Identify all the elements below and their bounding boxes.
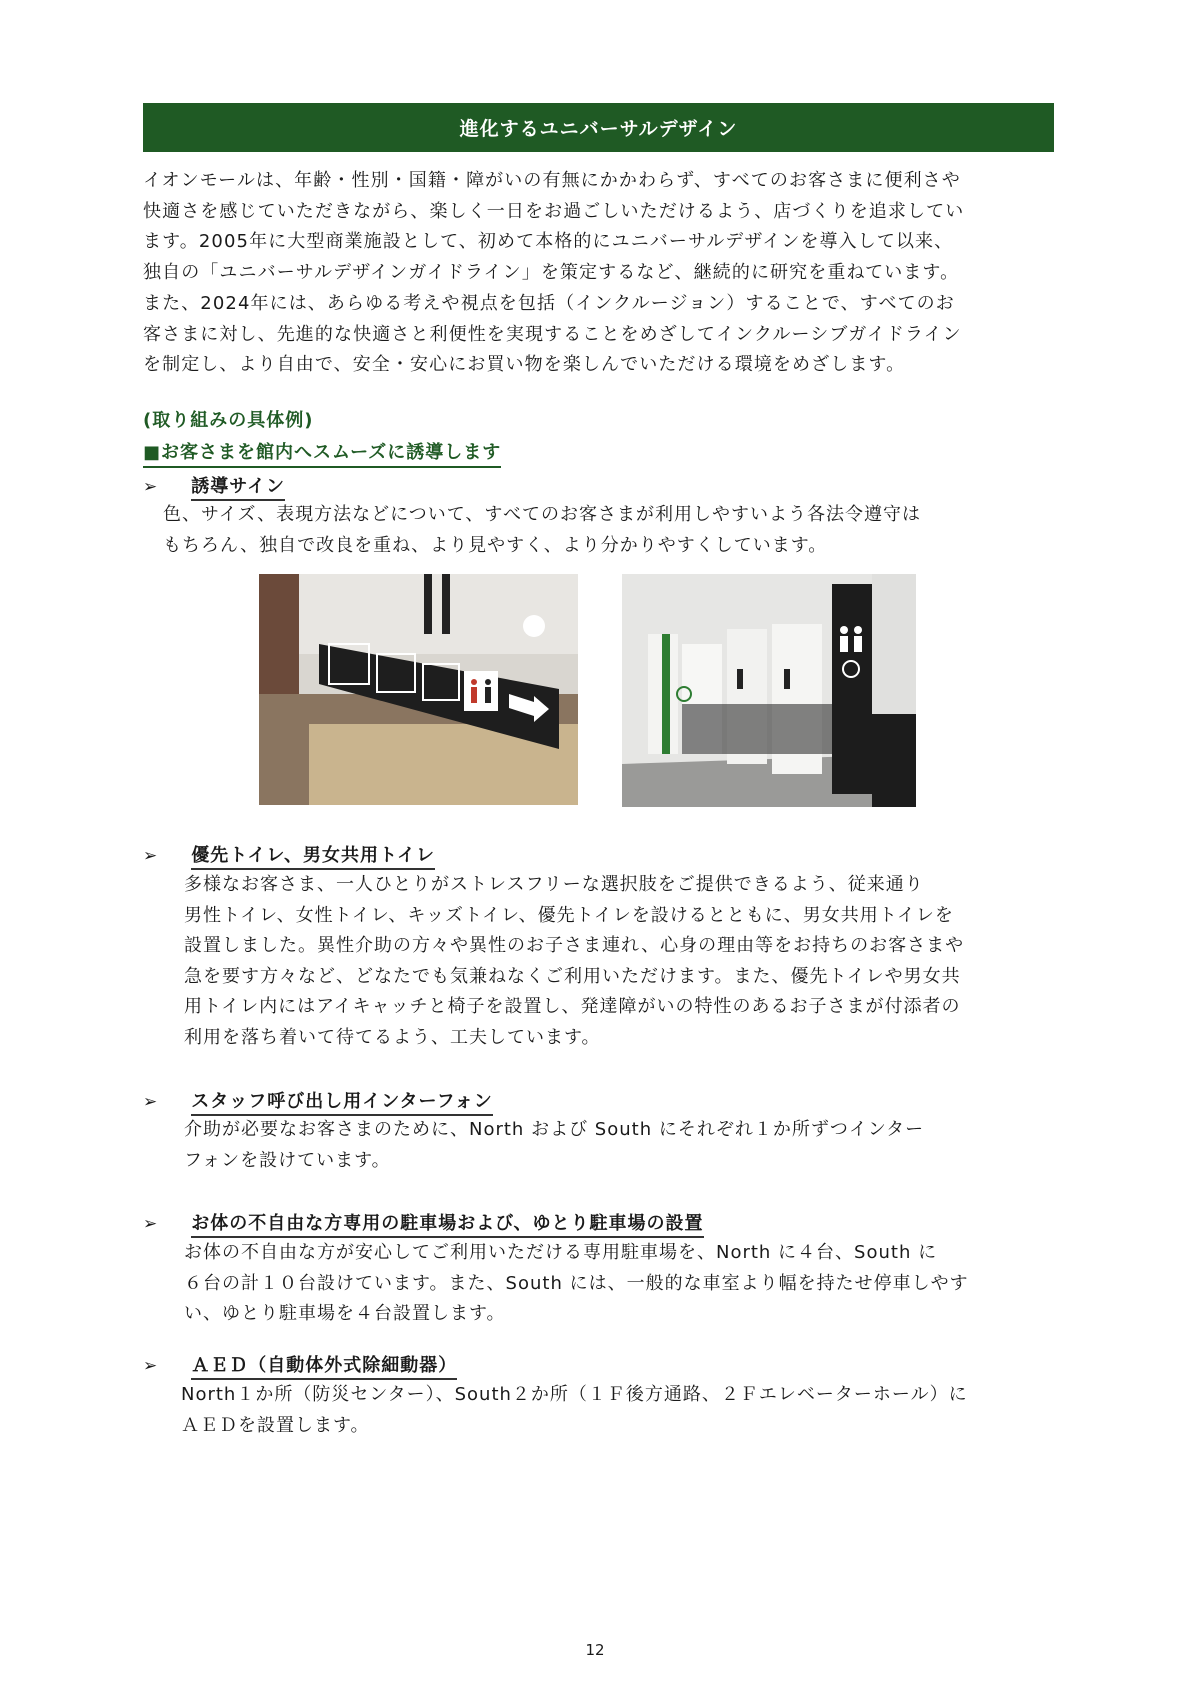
body-line: 用トイレ内にはアイキャッチと椅子を設置し、発達障がいの特性のあるお子さまが付添者の [184, 996, 961, 1017]
intro-line: ます。2005年に大型商業施設として、初めて本格的にユニバーサルデザインを導入して以来、 [143, 231, 954, 253]
signage-photo [259, 574, 578, 805]
body-line: ＡＥＤを設置します。 [181, 1414, 370, 1436]
section-header [143, 103, 1054, 152]
intro-line: 客さまに対し、先進的な快適さと利便性を実現することをめざしてインクルーシブガイドライン [143, 323, 962, 345]
body-line: 設置しました。異性介助の方々や異性のお子さま連れ、心身の理由等をお持ちのお客さまや [184, 935, 965, 956]
page-number: 12 [585, 1641, 605, 1659]
section-heading-restroom [143, 841, 435, 870]
bullet-arrow-icon: ➢ [143, 1356, 158, 1376]
section-title-aed: ＡＥＤ（自動体外式除細動器） [191, 1351, 457, 1380]
examples-heading: (取り組みの具体例) [143, 410, 314, 431]
body-line: North１か所（防災センター）、South２か所（１Ｆ後方通路、２Ｆエレベーターホール）に [181, 1384, 968, 1405]
section-body-parking [184, 1238, 969, 1330]
section-title-restroom: 優先トイレ、男女共用トイレ [191, 841, 435, 870]
restroom-photo [622, 574, 916, 807]
body-line: フォンを設けています。 [184, 1149, 391, 1171]
section-title-signage: 誘導サイン [191, 472, 285, 501]
section-body-signage [163, 500, 921, 561]
body-line: 利用を落ち着いて待てるよう、工夫しています。 [184, 1026, 601, 1048]
section-body-restroom [184, 870, 964, 1053]
guide-heading: ■お客さまを館内へスムーズに誘導します [143, 438, 501, 468]
intro-line: 快適さを感じていただきながら、楽しく一日をお過ごしいただけるよう、店づくりを追求してい [143, 200, 965, 222]
intro-line: イオンモールは、年齢・性別・国籍・障がいの有無にかかわらず、すべてのお客さまに便利さや [143, 170, 961, 191]
intro-line: を制定し、より自由で、安全・安心にお買い物を楽しんでいただける環境をめざします。 [143, 354, 906, 376]
body-line: 急を要す方々など、どなたでも気兼ねなくご利用いただけます。また、優先トイレや男女共 [184, 965, 961, 987]
section-title-intercom: スタッフ呼び出し用インターフォン [191, 1087, 492, 1116]
section-heading-parking [143, 1209, 704, 1238]
body-line: 色、サイズ、表現方法などについて、すべてのお客さまが利用しやすいよう各法令遵守は [163, 504, 922, 525]
body-line: もちろん、独自で改良を重ね、より見やすく、より分かりやすくしています。 [163, 534, 828, 556]
intro-line: 独自の「ユニバーサルデザインガイドライン」を策定するなど、継続的に研究を重ねています。 [143, 262, 960, 284]
intro-paragraph [143, 166, 1058, 381]
section-heading-aed [143, 1351, 457, 1380]
section-title: 進化するユニバーサルデザイン [459, 118, 738, 140]
body-line: 男性トイレ、女性トイレ、キッズトイレ、優先トイレを設けるとともに、男女共用トイレを [184, 904, 954, 926]
bullet-arrow-icon: ➢ [143, 477, 158, 497]
section-body-aed [181, 1380, 968, 1441]
bullet-arrow-icon: ➢ [143, 1092, 158, 1112]
body-line: お体の不自由な方が安心してご利用いただける専用駐車場を、North に４台、South に [184, 1242, 938, 1263]
section-heading-signage [143, 472, 285, 501]
section-title-parking: お体の不自由な方専用の駐車場および、ゆとり駐車場の設置 [191, 1209, 703, 1238]
intro-line: また、2024年には、あらゆる考えや視点を包括（インクルージョン）することで、すべてのお [143, 292, 955, 314]
section-heading-intercom [143, 1087, 493, 1116]
section-body-intercom [184, 1115, 924, 1176]
bullet-arrow-icon: ➢ [143, 1214, 158, 1234]
body-line: 多様なお客さま、一人ひとりがストレスフリーな選択肢をご提供できるよう、従来通り [184, 874, 924, 895]
body-line: い、ゆとり駐車場を４台設置します。 [184, 1303, 506, 1324]
body-line: 介助が必要なお客さまのために、North および South にそれぞれ１か所ずつインター [184, 1119, 925, 1140]
bullet-arrow-icon: ➢ [143, 846, 158, 866]
body-line: ６台の計１０台設けています。また、South には、一般的な車室より幅を持たせ停車しやす [184, 1272, 969, 1294]
